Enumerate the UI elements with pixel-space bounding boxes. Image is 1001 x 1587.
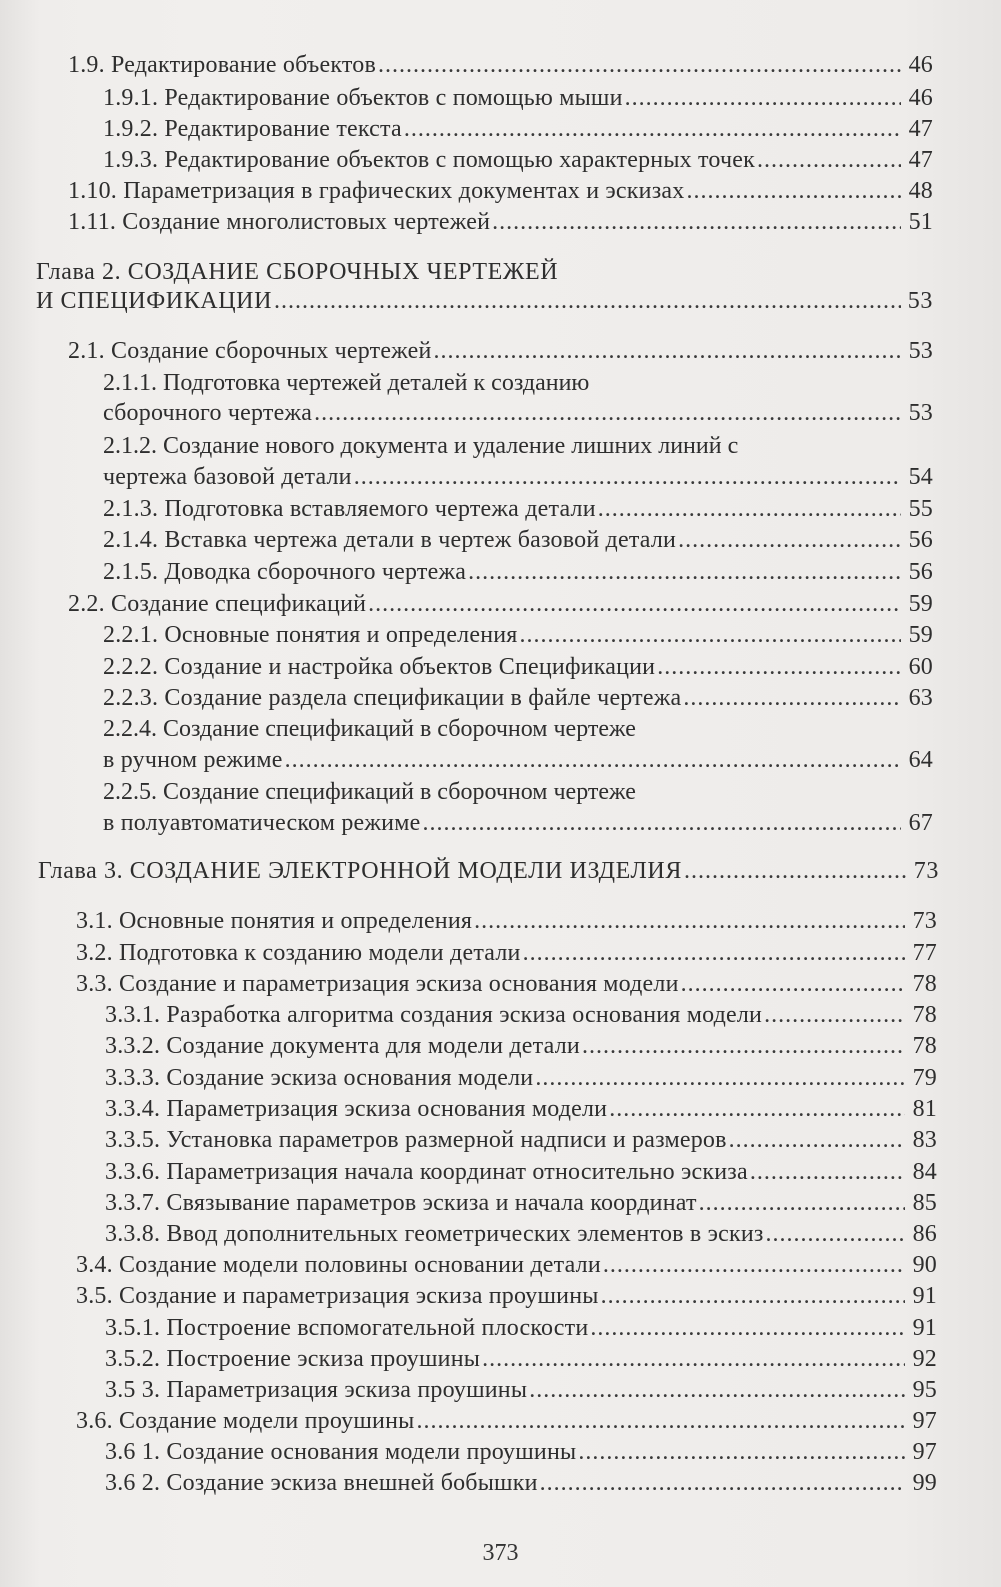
toc-entry-title: 2.2.3. Создание раздела спецификации в файле чертежа xyxy=(103,685,682,711)
toc-entry xyxy=(105,1125,937,1155)
leader-dots xyxy=(684,856,907,886)
leader-dots xyxy=(764,1000,905,1030)
toc-entry xyxy=(105,1031,937,1061)
toc-entry-page: 85 xyxy=(912,1190,937,1216)
toc-entry-page: 59 xyxy=(908,591,933,617)
toc-entry xyxy=(36,286,933,316)
toc-entry-title: 3.3.5. Установка параметров размерной надписи и размеров xyxy=(105,1127,727,1153)
toc-entry xyxy=(105,1344,937,1374)
chapter-heading: Глава 2. СОЗДАНИЕ СБОРОЧНЫХ ЧЕРТЕЖЕЙ xyxy=(36,259,559,285)
leader-dots xyxy=(354,462,901,492)
toc-entry xyxy=(68,50,933,80)
toc-entry-title: 2.1. Создание сборочных чертежей xyxy=(68,338,432,364)
toc-entry xyxy=(103,114,933,144)
toc-entry-title: 3.5.2. Построение эскиза проушины xyxy=(105,1346,481,1372)
toc-entry-title: 3.4. Создание модели половины основании детали xyxy=(76,1252,601,1278)
toc-entry-page: 78 xyxy=(912,1033,937,1059)
toc-entry xyxy=(105,1188,937,1218)
toc-entry-page: 55 xyxy=(908,496,933,522)
leader-dots xyxy=(540,1468,905,1498)
toc-entry-page: 60 xyxy=(908,654,933,680)
leader-dots xyxy=(274,286,901,316)
toc-entry-page: 56 xyxy=(908,527,933,553)
page-number: 373 xyxy=(482,1540,519,1566)
toc-entry-title: 3.3.7. Связывание параметров эскиза и начала координат xyxy=(105,1190,697,1216)
toc-entry xyxy=(68,336,933,366)
toc-entry-page: 92 xyxy=(912,1346,937,1372)
toc-entry-title-cont: сборочного чертежа xyxy=(103,400,313,426)
toc-entry xyxy=(103,683,933,713)
leader-dots xyxy=(535,1063,905,1093)
toc-entry-page: 81 xyxy=(912,1096,937,1122)
toc-entry xyxy=(68,176,933,206)
chapter-heading: Глава 3. СОЗДАНИЕ ЭЛЕКТРОННОЙ МОДЕЛИ ИЗДЕЛИЯ xyxy=(38,858,682,884)
toc-entry-page: 95 xyxy=(912,1377,937,1403)
toc-entry-page: 91 xyxy=(912,1315,937,1341)
leader-dots xyxy=(603,1250,905,1280)
toc-entry-title: 2.1.3. Подготовка вставляемого чертежа детали xyxy=(103,496,596,522)
toc-entry-page: 53 xyxy=(908,338,933,364)
toc-entry-page: 73 xyxy=(912,908,937,934)
toc-entry-title: 3.2. Подготовка к созданию модели детали xyxy=(76,940,521,966)
leader-dots xyxy=(529,1375,905,1405)
toc-entry-page: 90 xyxy=(912,1252,937,1278)
leader-dots xyxy=(625,83,901,113)
leader-dots xyxy=(757,145,901,175)
toc-entry xyxy=(103,494,933,524)
toc-entry-page: 64 xyxy=(908,747,933,773)
toc-entry-title: 3.6 2. Создание эскиза внешней бобышки xyxy=(105,1470,538,1496)
toc-entry-page: 79 xyxy=(912,1065,937,1091)
leader-dots xyxy=(683,683,901,713)
toc-entry-title: 1.9.2. Редактирование текста xyxy=(103,116,402,142)
toc-entry xyxy=(103,525,933,555)
toc-entry-page: 91 xyxy=(912,1283,937,1309)
leader-dots xyxy=(582,1031,905,1061)
toc-entry-title: 2.2.4. Создание спецификаций в сборочном чертеже xyxy=(103,716,636,742)
leader-dots xyxy=(598,494,901,524)
toc-entry-title: 1.9. Редактирование объектов xyxy=(68,52,377,78)
toc-entry-page: 67 xyxy=(908,810,933,836)
toc-entry-page: 54 xyxy=(908,464,933,490)
leader-dots xyxy=(482,1344,905,1374)
toc-entry-title-cont: в полуавтоматическом режиме xyxy=(103,810,421,836)
toc-entry xyxy=(103,557,933,587)
toc-entry-title: 3.5. Создание и параметризация эскиза проушины xyxy=(76,1283,599,1309)
toc-entry-title: 2.1.4. Вставка чертежа детали в чертеж базовой детали xyxy=(103,527,677,553)
leader-dots xyxy=(609,1094,905,1124)
leader-dots xyxy=(422,808,901,838)
leader-dots xyxy=(368,589,901,619)
toc-entry-page: 47 xyxy=(908,147,933,173)
leader-dots xyxy=(590,1313,905,1343)
toc-entry-title: 3.3.8. Ввод дополнительных геометрических элементов в эскиз xyxy=(105,1221,764,1247)
toc-entry-page: 59 xyxy=(908,622,933,648)
toc-entry-title: 3.1. Основные понятия и определения xyxy=(76,908,473,934)
toc-entry-title: 3.3.4. Параметризация эскиза основания модели xyxy=(105,1096,608,1122)
leader-dots xyxy=(678,525,901,555)
leader-dots xyxy=(766,1219,905,1249)
toc-entry-title: 2.2.1. Основные понятия и определения xyxy=(103,622,518,648)
toc-entry-page: 46 xyxy=(908,52,933,78)
leader-dots xyxy=(657,652,901,682)
toc-entry-title: 3.6. Создание модели проушины xyxy=(76,1408,415,1434)
toc-entry-page: 56 xyxy=(908,559,933,585)
toc-entry-title: 2.1.1. Подготовка чертежей деталей к созданию xyxy=(103,370,590,396)
leader-dots xyxy=(601,1281,905,1311)
toc-entry-page: 84 xyxy=(912,1159,937,1185)
toc-entry xyxy=(105,1313,937,1343)
leader-dots xyxy=(492,207,901,237)
toc-entry xyxy=(103,620,933,650)
toc-entry-page: 53 xyxy=(908,400,933,426)
toc-entry-title-cont: чертежа базовой детали xyxy=(103,464,352,490)
toc-entry-title: 2.1.2. Создание нового документа и удаление лишних линий с xyxy=(103,433,739,459)
toc-entry-title: 2.2.2. Создание и настройка объектов Спецификации xyxy=(103,654,656,680)
toc-entry-title: 1.11. Создание многолистовых чертежей xyxy=(68,209,491,235)
toc-entry-page: 86 xyxy=(912,1221,937,1247)
toc-entry-title: 1.10. Параметризация в графических документах и эскизах xyxy=(68,178,685,204)
toc-entry-title: 2.1.5. Доводка сборочного чертежа xyxy=(103,559,467,585)
toc-entry xyxy=(103,462,933,492)
toc-entry-page: 83 xyxy=(912,1127,937,1153)
toc-entry-page: 99 xyxy=(912,1470,937,1496)
toc-entry xyxy=(76,1250,937,1280)
toc-entry-page: 51 xyxy=(908,209,933,235)
toc-entry-title: 3.3. Создание и параметризация эскиза основания модели xyxy=(76,971,679,997)
toc-entry xyxy=(76,1406,937,1436)
toc-entry-title: 3.3.2. Создание документа для модели детали xyxy=(105,1033,580,1059)
toc-entry-title: 1.9.1. Редактирование объектов с помощью мыши xyxy=(103,85,623,111)
leader-dots xyxy=(578,1437,905,1467)
toc-entry-page: 77 xyxy=(912,940,937,966)
toc-entry xyxy=(105,1063,937,1093)
toc-entry xyxy=(103,145,933,175)
toc-entry-page: 63 xyxy=(908,685,933,711)
toc-entry-page: 97 xyxy=(912,1408,937,1434)
toc-entry-title: 1.9.3. Редактирование объектов с помощью характерных точек xyxy=(103,147,755,173)
toc-entry xyxy=(76,1281,937,1311)
leader-dots xyxy=(750,1157,905,1187)
leader-dots xyxy=(285,745,901,775)
toc-entry xyxy=(76,969,937,999)
toc-entry xyxy=(76,906,937,936)
toc-entry xyxy=(105,1157,937,1187)
toc-entry xyxy=(105,1219,937,1249)
toc-entry xyxy=(105,1375,937,1405)
toc-entry-page: 73 xyxy=(913,858,939,884)
toc-entry-page: 78 xyxy=(912,971,937,997)
toc-entry xyxy=(38,856,939,886)
leader-dots xyxy=(434,336,901,366)
toc-entry-title: 3.3.6. Параметризация начала координат относительно эскиза xyxy=(105,1159,748,1185)
toc-entry xyxy=(105,1468,937,1498)
toc-entry xyxy=(103,652,933,682)
toc-entry-page: 78 xyxy=(912,1002,937,1028)
leader-dots xyxy=(686,176,901,206)
leader-dots xyxy=(474,906,905,936)
leader-dots xyxy=(681,969,905,999)
leader-dots xyxy=(729,1125,905,1155)
toc-entry-title: 3.6 1. Создание основания модели проушины xyxy=(105,1439,577,1465)
toc-entry xyxy=(68,589,933,619)
leader-dots xyxy=(468,557,901,587)
toc-entry xyxy=(105,1000,937,1030)
toc-entry-title: 3.5 3. Параметризация эскиза проушины xyxy=(105,1377,528,1403)
toc-entry xyxy=(103,745,933,775)
toc-entry xyxy=(105,1094,937,1124)
leader-dots xyxy=(699,1188,905,1218)
toc-entry xyxy=(103,83,933,113)
toc-entry xyxy=(103,398,933,428)
leader-dots xyxy=(378,50,901,80)
toc-entry-page: 47 xyxy=(908,116,933,142)
toc-entry-title: 3.3.1. Разработка алгоритма создания эскиза основания модели xyxy=(105,1002,763,1028)
toc-entry xyxy=(103,808,933,838)
leader-dots xyxy=(416,1406,905,1436)
leader-dots xyxy=(314,398,901,428)
leader-dots xyxy=(520,620,901,650)
toc-entry-page: 53 xyxy=(907,288,933,314)
toc-entry-title-cont: И СПЕЦИФИКАЦИИ xyxy=(36,288,273,314)
toc-entry xyxy=(68,207,933,237)
toc-entry-title: 3.3.3. Создание эскиза основания модели xyxy=(105,1065,534,1091)
toc-entry-title: 3.5.1. Построение вспомогательной плоскости xyxy=(105,1315,589,1341)
leader-dots xyxy=(404,114,901,144)
leader-dots xyxy=(523,938,905,968)
toc-entry-page: 46 xyxy=(908,85,933,111)
toc-entry-title: 2.2. Создание спецификаций xyxy=(68,591,367,617)
toc-entry-page: 97 xyxy=(912,1439,937,1465)
toc-entry xyxy=(76,938,937,968)
toc-entry-page: 48 xyxy=(908,178,933,204)
toc-entry-title: 2.2.5. Создание спецификаций в сборочном чертеже xyxy=(103,779,636,805)
toc-entry-title-cont: в ручном режиме xyxy=(103,747,283,773)
toc-entry xyxy=(105,1437,937,1467)
